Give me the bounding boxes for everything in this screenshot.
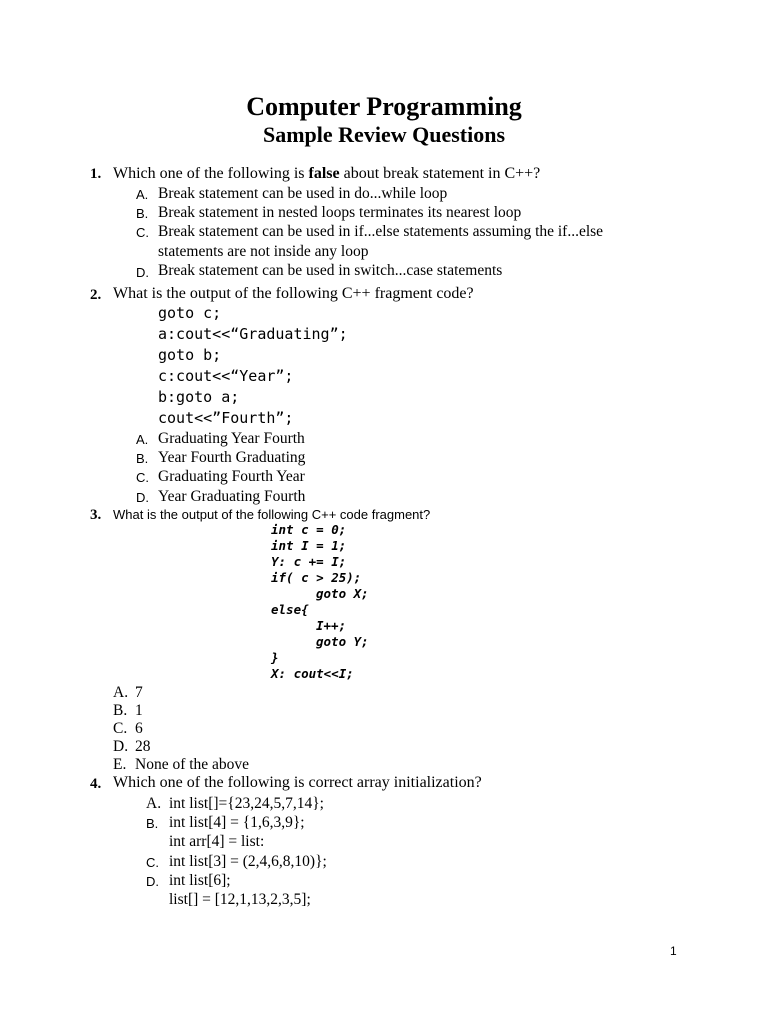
option-letter: C. — [136, 470, 149, 485]
code-line: int I = 1; — [271, 538, 347, 553]
option-letter: C. — [146, 855, 159, 870]
question-text: What is the output of the following C++ fragment code? — [113, 285, 474, 302]
option-text-continued: statements are not inside any loop — [158, 243, 369, 260]
option-text: 28 — [135, 738, 151, 755]
code-line: I++; — [316, 618, 347, 633]
code-line: else{ — [271, 602, 309, 617]
option-letter: C. — [136, 225, 149, 240]
code-line: goto X; — [316, 586, 369, 601]
option-text: int list[]={23,24,5,7,14}; — [169, 795, 324, 812]
option-letter: B. — [113, 702, 128, 719]
code-line: if( c > 25); — [271, 570, 362, 585]
option-text: Graduating Fourth Year — [158, 468, 305, 485]
option-letter: B. — [146, 816, 159, 831]
option-text: Break statement can be used in do...while loop — [158, 185, 448, 202]
code-line: goto b; — [158, 346, 222, 364]
option-letter: D. — [113, 738, 129, 755]
code-line: a:cout<<“Graduating”; — [158, 325, 348, 343]
code-line: goto Y; — [316, 634, 369, 649]
question-number: 4. — [90, 776, 102, 792]
question-number: 2. — [90, 287, 102, 303]
option-letter: D. — [136, 265, 149, 280]
code-line: X: cout<<I; — [271, 666, 354, 681]
code-line: } — [271, 650, 279, 665]
option-letter: E. — [113, 756, 127, 773]
option-text-continued: list[] = [12,1,13,2,3,5]; — [169, 891, 311, 908]
option-text: 6 — [135, 720, 143, 737]
page-subtitle: Sample Review Questions — [263, 122, 505, 147]
code-line: goto c; — [158, 304, 222, 322]
question-text: What is the output of the following C++ code fragment? — [113, 507, 431, 522]
option-text: int list[6]; — [169, 872, 231, 889]
option-letter: A. — [136, 432, 149, 447]
option-letter: D. — [136, 490, 149, 505]
question-number: 1. — [90, 166, 102, 182]
code-line: int c = 0; — [271, 522, 347, 537]
option-letter: D. — [146, 874, 159, 889]
question-text: Which one of the following is false about break statement in C++? — [113, 165, 541, 182]
option-text: int list[4] = {1,6,3,9}; — [169, 814, 305, 831]
option-text: None of the above — [135, 756, 250, 773]
page-title: Computer Programming — [246, 92, 522, 121]
option-letter: C. — [113, 720, 128, 737]
option-letter: A. — [146, 795, 162, 812]
option-letter: B. — [136, 206, 149, 221]
code-line: cout<<”Fourth”; — [158, 409, 294, 427]
code-line: Y: c += I; — [271, 554, 347, 569]
code-line: b:goto a; — [158, 388, 240, 406]
option-text: Year Fourth Graduating — [158, 449, 306, 466]
option-text: int list[3] = (2,4,6,8,10)}; — [169, 853, 327, 870]
option-letter: A. — [113, 684, 129, 701]
option-text: Break statement can be used in switch...case statements — [158, 262, 503, 279]
question-text: Which one of the following is correct array initialization? — [113, 774, 482, 791]
option-text: Graduating Year Fourth — [158, 430, 305, 447]
option-text: Year Graduating Fourth — [158, 488, 306, 505]
option-text-continued: int arr[4] = list: — [169, 833, 265, 850]
option-letter: B. — [136, 451, 149, 466]
option-text: Break statement in nested loops terminates its nearest loop — [158, 204, 522, 221]
option-letter: A. — [136, 187, 149, 202]
question-number: 3. — [90, 507, 102, 523]
option-text: Break statement can be used in if...else statements assuming the if...else — [158, 223, 604, 240]
page-number: 1 — [670, 944, 677, 958]
option-text: 1 — [135, 702, 143, 719]
option-text: 7 — [135, 684, 143, 701]
code-line: c:cout<<“Year”; — [158, 367, 294, 385]
